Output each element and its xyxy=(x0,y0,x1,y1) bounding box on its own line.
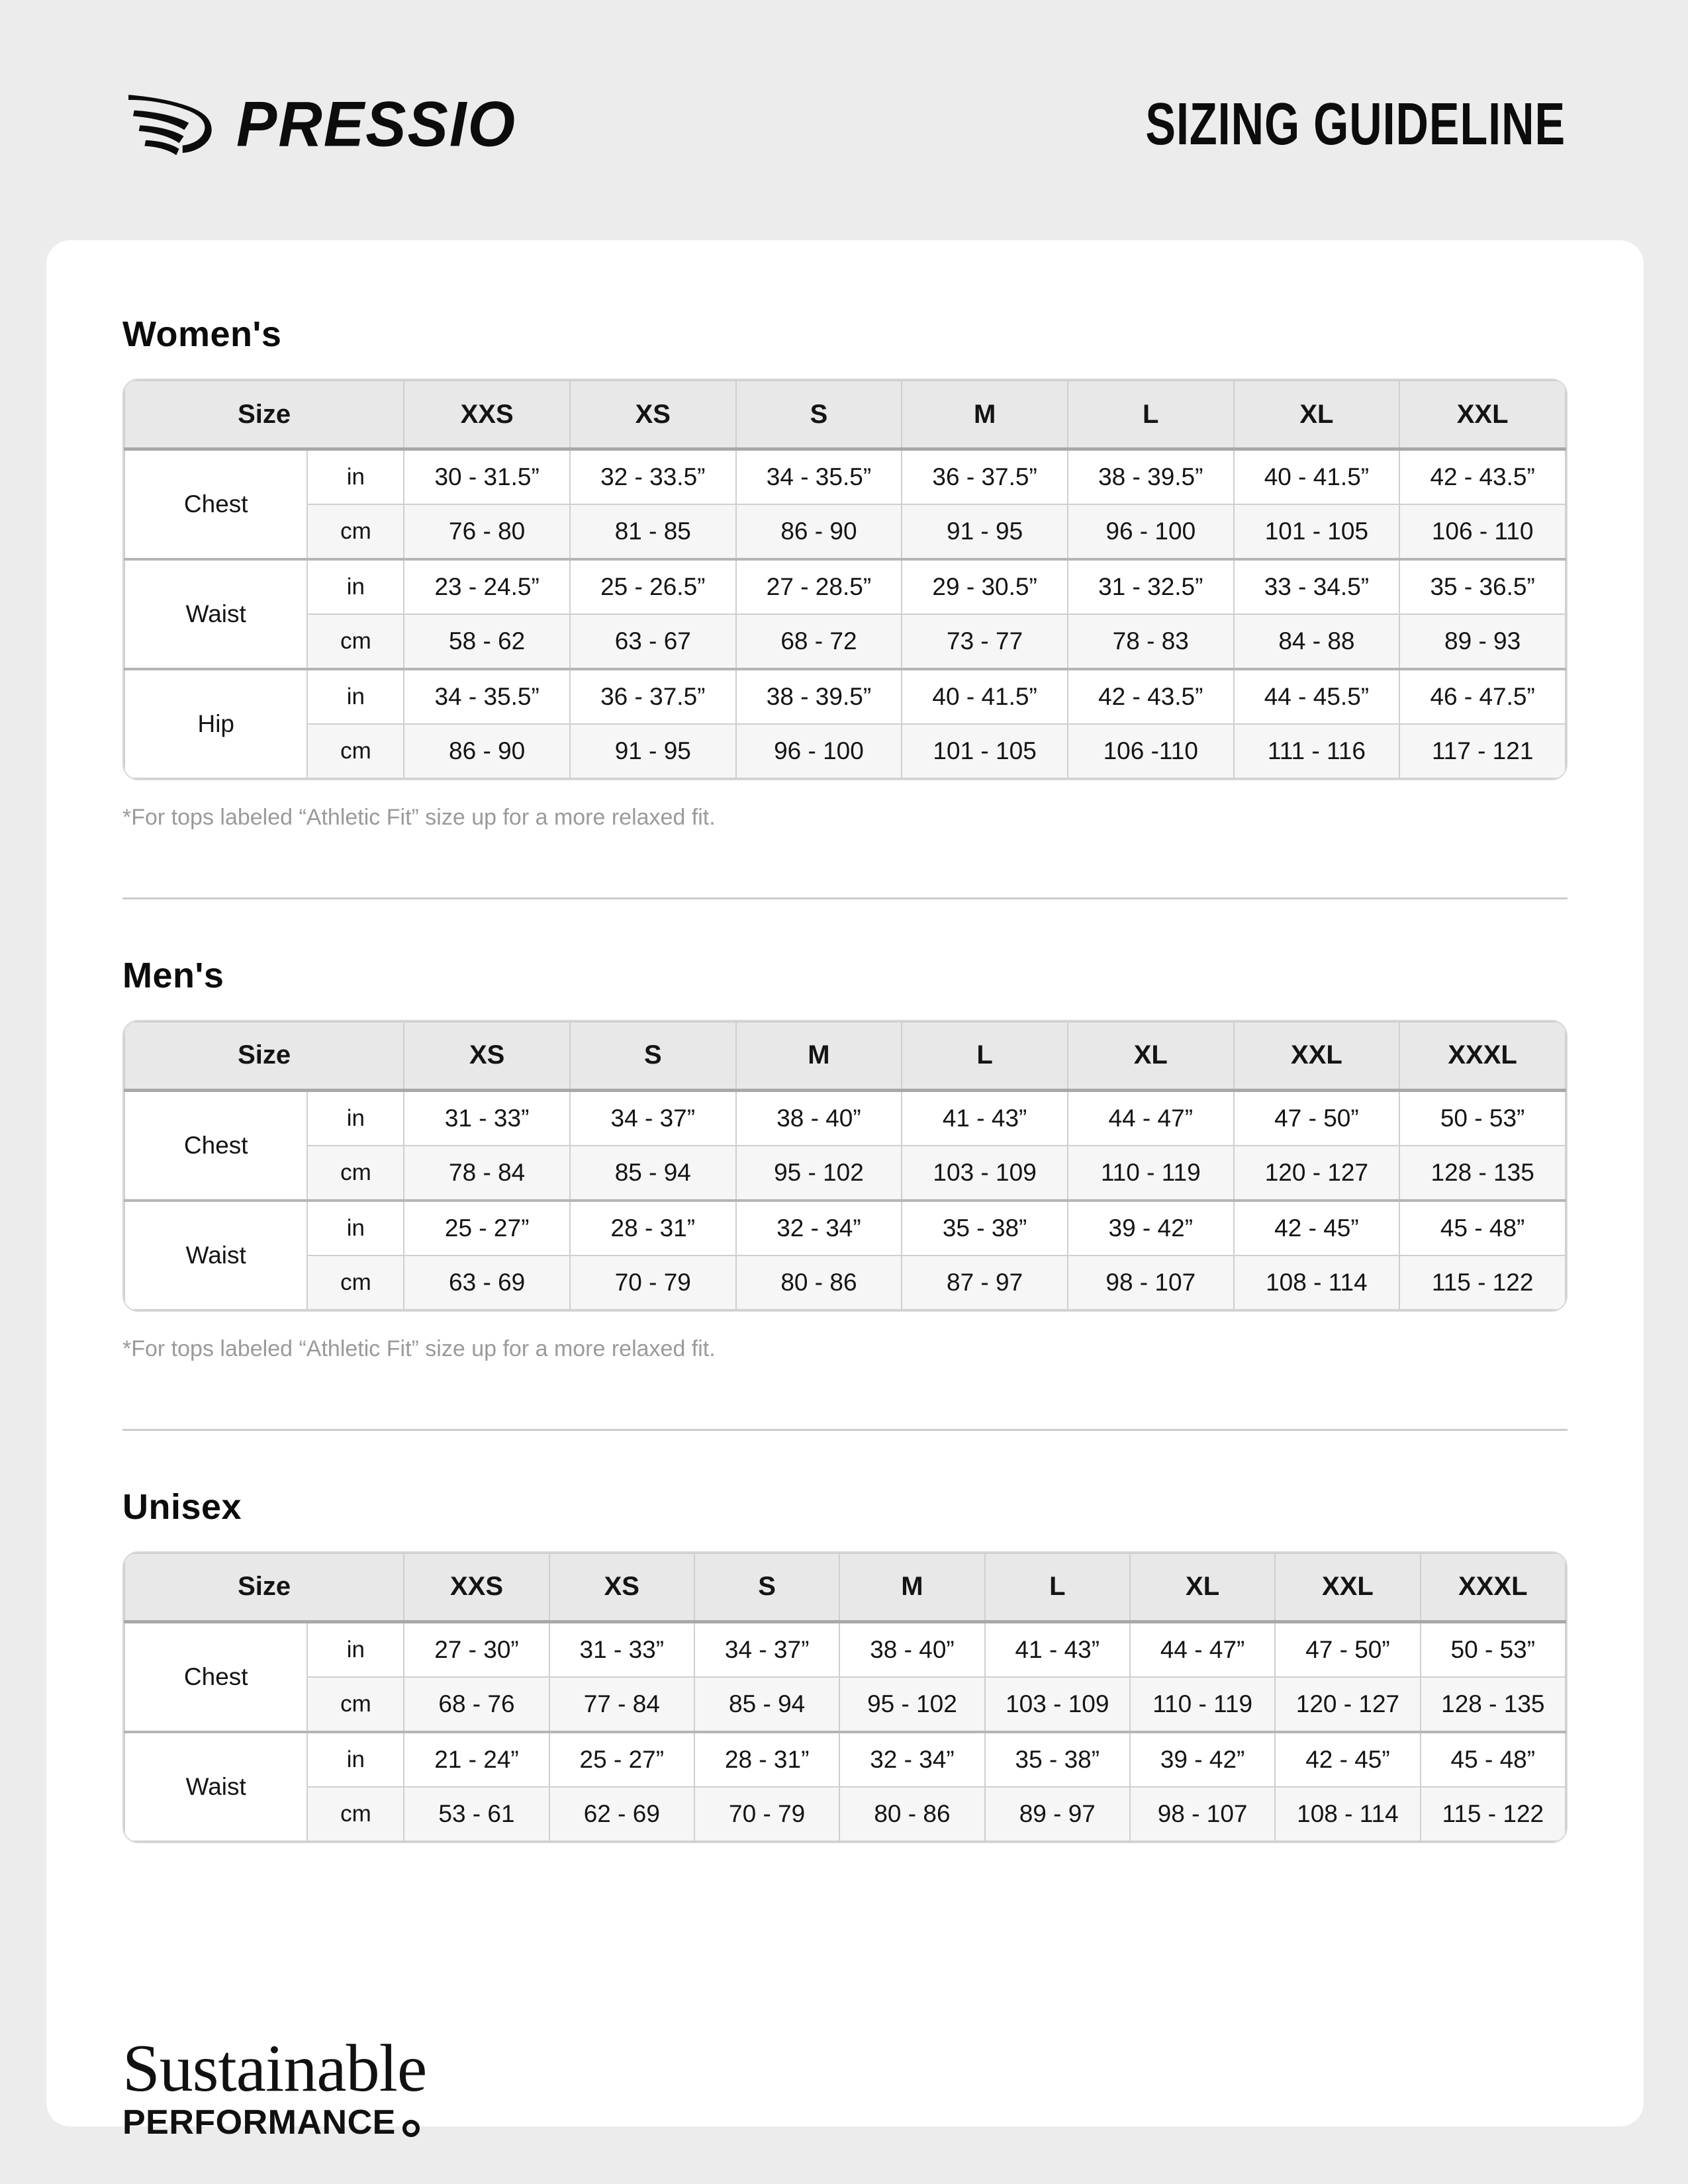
size-value-cell: 25 - 27” xyxy=(404,1201,570,1255)
unisex-size-table xyxy=(124,1553,1566,1842)
size-value-cell: 115 - 122 xyxy=(1399,1255,1566,1310)
size-column-header: XS xyxy=(549,1553,694,1622)
size-value-cell: 63 - 67 xyxy=(570,614,736,669)
measurement-row xyxy=(124,1732,1566,1787)
size-value-cell: 33 - 34.5” xyxy=(1234,559,1400,614)
size-value-cell: 120 - 127 xyxy=(1275,1677,1420,1732)
size-column-header: L xyxy=(985,1553,1130,1622)
womens-athletic-fit-footnote: *For tops labeled “Athletic Fit” size up for a more relaxed fit. xyxy=(122,805,716,830)
size-value-cell: 89 - 97 xyxy=(985,1787,1130,1841)
measurement-row xyxy=(124,449,1566,505)
size-value-cell: 34 - 37” xyxy=(570,1090,736,1146)
size-value-cell: 91 - 95 xyxy=(570,724,736,778)
size-value-cell: 44 - 47” xyxy=(1130,1621,1275,1677)
size-value-cell: 108 - 114 xyxy=(1234,1255,1400,1310)
womens-section-title: Women's xyxy=(122,314,282,354)
size-value-cell: 32 - 34” xyxy=(839,1732,984,1787)
size-value-cell: 25 - 26.5” xyxy=(570,559,736,614)
size-value-cell: 111 - 116 xyxy=(1234,724,1400,778)
size-value-cell: 110 - 119 xyxy=(1068,1146,1234,1201)
size-value-cell: 70 - 79 xyxy=(694,1787,839,1841)
size-value-cell: 42 - 43.5” xyxy=(1399,449,1566,505)
size-column-header: XL xyxy=(1130,1553,1275,1622)
size-value-cell: 35 - 36.5” xyxy=(1399,559,1566,614)
unit-label: in xyxy=(307,1732,404,1787)
table-head xyxy=(124,1553,1566,1622)
size-value-cell: 98 - 107 xyxy=(1130,1787,1275,1841)
size-value-cell: 89 - 93 xyxy=(1399,614,1566,669)
size-value-cell: 47 - 50” xyxy=(1234,1090,1400,1146)
size-value-cell: 45 - 48” xyxy=(1399,1201,1566,1255)
size-value-cell: 101 - 105 xyxy=(1234,504,1400,559)
measurement-row xyxy=(124,614,1566,669)
performance-text-row xyxy=(122,2105,1568,2140)
size-value-cell: 117 - 121 xyxy=(1399,724,1566,778)
size-value-cell: 85 - 94 xyxy=(694,1677,839,1732)
header-row xyxy=(124,381,1566,449)
size-value-cell: 103 - 109 xyxy=(902,1146,1068,1201)
size-value-cell: 81 - 85 xyxy=(570,504,736,559)
measurement-label: Waist xyxy=(124,1732,307,1841)
unisex-section-title: Unisex xyxy=(122,1486,242,1527)
size-value-cell: 95 - 102 xyxy=(736,1146,902,1201)
size-column-header: XXS xyxy=(404,381,570,449)
section-divider xyxy=(122,1429,1568,1431)
table-body xyxy=(124,1090,1566,1310)
measurement-row xyxy=(124,1621,1566,1677)
header-row xyxy=(124,1553,1566,1622)
size-column-header: XXL xyxy=(1234,1022,1400,1091)
size-column-header: XS xyxy=(570,381,736,449)
size-value-cell: 38 - 40” xyxy=(839,1621,984,1677)
size-column-header: XS xyxy=(404,1022,570,1091)
size-column-header: M xyxy=(902,381,1068,449)
size-value-cell: 40 - 41.5” xyxy=(1234,449,1400,505)
size-column-header: S xyxy=(694,1553,839,1622)
measurement-label: Chest xyxy=(124,1090,307,1201)
mens-table-wrap xyxy=(122,1020,1568,1312)
size-value-cell: 128 - 135 xyxy=(1399,1146,1566,1201)
size-value-cell: 28 - 31” xyxy=(694,1732,839,1787)
size-value-cell: 29 - 30.5” xyxy=(902,559,1068,614)
measurement-row xyxy=(124,1787,1566,1841)
measurement-row xyxy=(124,504,1566,559)
size-value-cell: 34 - 35.5” xyxy=(736,449,902,505)
size-value-cell: 101 - 105 xyxy=(902,724,1068,778)
unit-label: in xyxy=(307,559,404,614)
size-value-cell: 25 - 27” xyxy=(549,1732,694,1787)
size-value-cell: 27 - 28.5” xyxy=(736,559,902,614)
size-header-cell: Size xyxy=(124,1553,404,1622)
size-column-header: XXL xyxy=(1275,1553,1420,1622)
size-value-cell: 70 - 79 xyxy=(570,1255,736,1310)
womens-table-wrap xyxy=(122,379,1568,780)
size-value-cell: 103 - 109 xyxy=(985,1677,1130,1732)
size-value-cell: 95 - 102 xyxy=(839,1677,984,1732)
size-value-cell: 32 - 33.5” xyxy=(570,449,736,505)
size-value-cell: 106 -110 xyxy=(1068,724,1234,778)
size-value-cell: 34 - 35.5” xyxy=(404,669,570,724)
size-value-cell: 96 - 100 xyxy=(1068,504,1234,559)
mens-section xyxy=(122,955,1568,1431)
size-value-cell: 78 - 84 xyxy=(404,1146,570,1201)
size-value-cell: 77 - 84 xyxy=(549,1677,694,1732)
size-column-header: S xyxy=(736,381,902,449)
unisex-section xyxy=(122,1486,1568,1843)
size-value-cell: 68 - 76 xyxy=(404,1677,549,1732)
size-value-cell: 115 - 122 xyxy=(1421,1787,1566,1841)
size-value-cell: 62 - 69 xyxy=(549,1787,694,1841)
size-value-cell: 44 - 45.5” xyxy=(1234,669,1400,724)
page-title: SIZING GUIDELINE xyxy=(1145,91,1566,158)
sustainable-performance-logo xyxy=(122,2030,1568,2142)
size-column-header: XXL xyxy=(1399,381,1566,449)
size-value-cell: 58 - 62 xyxy=(404,614,570,669)
size-value-cell: 80 - 86 xyxy=(736,1255,902,1310)
size-value-cell: 27 - 30” xyxy=(404,1621,549,1677)
size-value-cell: 44 - 47” xyxy=(1068,1090,1234,1146)
size-value-cell: 87 - 97 xyxy=(902,1255,1068,1310)
size-value-cell: 46 - 47.5” xyxy=(1399,669,1566,724)
size-value-cell: 36 - 37.5” xyxy=(570,669,736,724)
unit-label: cm xyxy=(307,504,404,559)
size-column-header: XL xyxy=(1068,1022,1234,1091)
size-column-header: XL xyxy=(1234,381,1400,449)
size-value-cell: 31 - 32.5” xyxy=(1068,559,1234,614)
size-value-cell: 45 - 48” xyxy=(1421,1732,1566,1787)
size-value-cell: 106 - 110 xyxy=(1399,504,1566,559)
size-value-cell: 28 - 31” xyxy=(570,1201,736,1255)
performance-ring-icon xyxy=(402,2120,420,2137)
size-column-header: L xyxy=(1068,381,1234,449)
size-value-cell: 128 - 135 xyxy=(1421,1677,1566,1732)
size-value-cell: 41 - 43” xyxy=(985,1621,1130,1677)
size-value-cell: 42 - 45” xyxy=(1234,1201,1400,1255)
table-head xyxy=(124,381,1566,449)
size-value-cell: 120 - 127 xyxy=(1234,1146,1400,1201)
unit-label: cm xyxy=(307,1146,404,1201)
size-value-cell: 68 - 72 xyxy=(736,614,902,669)
size-value-cell: 86 - 90 xyxy=(404,724,570,778)
measurement-row xyxy=(124,1255,1566,1310)
unit-label: cm xyxy=(307,1677,404,1732)
size-value-cell: 78 - 83 xyxy=(1068,614,1234,669)
unit-label: in xyxy=(307,1621,404,1677)
womens-size-table xyxy=(124,380,1566,779)
size-value-cell: 40 - 41.5” xyxy=(902,669,1068,724)
size-value-cell: 34 - 37” xyxy=(694,1621,839,1677)
size-value-cell: 98 - 107 xyxy=(1068,1255,1234,1310)
size-column-header: XXXL xyxy=(1399,1022,1566,1091)
measurement-row xyxy=(124,724,1566,778)
size-column-header: L xyxy=(902,1022,1068,1091)
performance-text: PERFORMANCE xyxy=(122,2103,396,2142)
size-value-cell: 108 - 114 xyxy=(1275,1787,1420,1841)
size-value-cell: 38 - 40” xyxy=(736,1090,902,1146)
sustainable-text: Sustainable xyxy=(122,2030,427,2106)
size-value-cell: 35 - 38” xyxy=(902,1201,1068,1255)
size-value-cell: 50 - 53” xyxy=(1399,1090,1566,1146)
size-value-cell: 86 - 90 xyxy=(736,504,902,559)
size-value-cell: 42 - 43.5” xyxy=(1068,669,1234,724)
measurement-label: Waist xyxy=(124,559,307,669)
size-value-cell: 63 - 69 xyxy=(404,1255,570,1310)
size-value-cell: 31 - 33” xyxy=(404,1090,570,1146)
size-value-cell: 38 - 39.5” xyxy=(736,669,902,724)
size-column-header: M xyxy=(736,1022,902,1091)
measurement-row xyxy=(124,1677,1566,1732)
size-value-cell: 39 - 42” xyxy=(1130,1732,1275,1787)
mens-athletic-fit-footnote: *For tops labeled “Athletic Fit” size up for a more relaxed fit. xyxy=(122,1336,716,1361)
size-value-cell: 50 - 53” xyxy=(1421,1621,1566,1677)
header-row xyxy=(124,1022,1566,1091)
unit-label: cm xyxy=(307,724,404,778)
measurement-label: Chest xyxy=(124,1621,307,1732)
measurement-label: Chest xyxy=(124,449,307,560)
unit-label: in xyxy=(307,1090,404,1146)
measurement-row xyxy=(124,559,1566,614)
page-header xyxy=(0,0,1688,164)
measurement-row xyxy=(124,1090,1566,1146)
measurement-row xyxy=(124,1201,1566,1255)
size-column-header: XXXL xyxy=(1421,1553,1566,1622)
size-column-header: S xyxy=(570,1022,736,1091)
unisex-table-wrap xyxy=(122,1551,1568,1843)
size-value-cell: 110 - 119 xyxy=(1130,1677,1275,1732)
size-value-cell: 80 - 86 xyxy=(839,1787,984,1841)
size-header-cell: Size xyxy=(124,381,404,449)
unit-label: cm xyxy=(307,1255,404,1310)
unit-label: in xyxy=(307,449,404,505)
size-value-cell: 35 - 38” xyxy=(985,1732,1130,1787)
unit-label: cm xyxy=(307,614,404,669)
size-header-cell: Size xyxy=(124,1022,404,1091)
size-value-cell: 21 - 24” xyxy=(404,1732,549,1787)
size-value-cell: 84 - 88 xyxy=(1234,614,1400,669)
brand-wordmark: PRESSIO xyxy=(236,89,517,160)
size-value-cell: 53 - 61 xyxy=(404,1787,549,1841)
size-value-cell: 96 - 100 xyxy=(736,724,902,778)
size-value-cell: 39 - 42” xyxy=(1068,1201,1234,1255)
table-body xyxy=(124,1621,1566,1841)
pressio-logo xyxy=(122,91,516,158)
measurement-row xyxy=(124,1146,1566,1201)
measurement-label: Waist xyxy=(124,1201,307,1310)
unit-label: in xyxy=(307,1201,404,1255)
size-value-cell: 47 - 50” xyxy=(1275,1621,1420,1677)
unit-label: in xyxy=(307,669,404,724)
table-head xyxy=(124,1022,1566,1091)
size-value-cell: 73 - 77 xyxy=(902,614,1068,669)
size-value-cell: 31 - 33” xyxy=(549,1621,694,1677)
content-card xyxy=(46,240,1644,2142)
size-value-cell: 38 - 39.5” xyxy=(1068,449,1234,505)
size-value-cell: 32 - 34” xyxy=(736,1201,902,1255)
size-value-cell: 30 - 31.5” xyxy=(404,449,570,505)
size-column-header: XXS xyxy=(404,1553,549,1622)
mens-section-title: Men's xyxy=(122,955,224,995)
mens-size-table xyxy=(124,1021,1566,1310)
size-value-cell: 42 - 45” xyxy=(1275,1732,1420,1787)
unit-label: cm xyxy=(307,1787,404,1841)
size-value-cell: 76 - 80 xyxy=(404,504,570,559)
size-value-cell: 36 - 37.5” xyxy=(902,449,1068,505)
size-column-header: M xyxy=(839,1553,984,1622)
size-value-cell: 91 - 95 xyxy=(902,504,1068,559)
size-value-cell: 85 - 94 xyxy=(570,1146,736,1201)
section-divider xyxy=(122,897,1568,899)
womens-section xyxy=(122,240,1568,899)
table-body xyxy=(124,449,1566,779)
size-value-cell: 23 - 24.5” xyxy=(404,559,570,614)
pressio-wing-icon xyxy=(122,91,223,158)
size-value-cell: 41 - 43” xyxy=(902,1090,1068,1146)
measurement-row xyxy=(124,669,1566,724)
measurement-label: Hip xyxy=(124,669,307,778)
